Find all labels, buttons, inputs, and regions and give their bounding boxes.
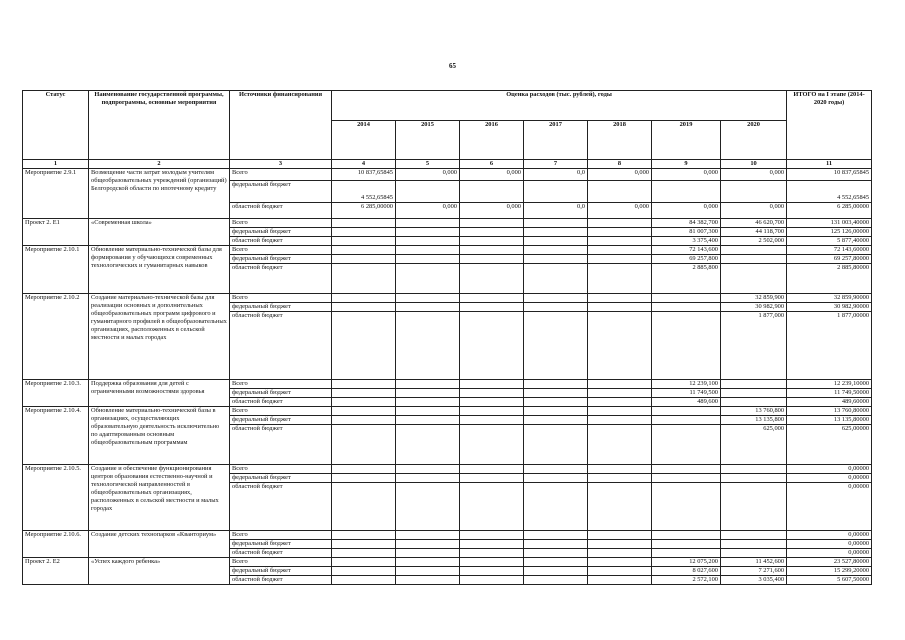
amount-cell [332,576,396,585]
measure-name-cell: «Успех каждого ребенка» [89,558,230,585]
total-cell: 0,00000 [787,483,872,531]
amount-cell [396,425,460,465]
amount-cell [652,474,721,483]
source-cell: федеральный бюджет [230,474,332,483]
table-row [23,169,872,181]
amount-cell [588,416,652,425]
amount-cell: 11 749,500 [652,389,721,398]
source-cell: областной бюджет [230,312,332,380]
amount-cell [524,312,588,380]
total-cell: 2 885,80000 [787,264,872,294]
page-number: 65 [449,62,456,70]
source-cell: Всего [230,219,332,228]
amount-cell: 13 760,800 [721,407,787,416]
source-cell: федеральный бюджет [230,181,332,203]
amount-cell [396,576,460,585]
status-cell: Проект 2. Е1 [23,219,89,246]
amount-cell [652,407,721,416]
index-cell: 1 [23,160,89,169]
amount-cell: 72 143,600 [652,246,721,255]
amount-cell: 0,000 [721,203,787,219]
total-cell: 5 607,50000 [787,576,872,585]
total-cell: 13 760,80000 [787,407,872,416]
table-row [23,219,872,228]
measure-name-cell: Возмещение части затрат молодым учителям общеобразовательных учреждений (организаций) Белгородской области по ипотечному кредиту [89,169,230,219]
amount-cell [460,576,524,585]
index-cell: 7 [524,160,588,169]
amount-cell [460,219,524,228]
amount-cell [460,465,524,474]
total-cell: 489,60000 [787,398,872,407]
year-cell: 2016 [460,121,524,160]
index-cell: 8 [588,160,652,169]
total-cell: 0,00000 [787,474,872,483]
amount-cell [460,531,524,540]
amount-cell: 12 075,200 [652,558,721,567]
source-cell: областной бюджет [230,203,332,219]
amount-cell: 13 135,800 [721,416,787,425]
amount-cell [652,181,721,203]
amount-cell [588,389,652,398]
total-cell: 0,00000 [787,465,872,474]
amount-cell [524,228,588,237]
amount-cell [524,303,588,312]
source-cell: Всего [230,465,332,474]
amount-cell [524,237,588,246]
source-cell: федеральный бюджет [230,389,332,398]
index-cell: 4 [332,160,396,169]
amount-cell: 11 452,600 [721,558,787,567]
amount-cell: 489,600 [652,398,721,407]
amount-cell [721,540,787,549]
amount-cell: 0,000 [588,203,652,219]
amount-cell [524,558,588,567]
total-cell: 4 552,65845 [787,181,872,203]
source-cell: областной бюджет [230,549,332,558]
amount-cell [332,549,396,558]
amount-cell [396,294,460,303]
total-cell: 0,00000 [787,540,872,549]
source-cell: областной бюджет [230,425,332,465]
amount-cell [524,416,588,425]
total-cell: 625,00000 [787,425,872,465]
amount-cell [396,531,460,540]
amount-cell [332,567,396,576]
total-cell: 131 003,40000 [787,219,872,228]
amount-cell [332,246,396,255]
amount-cell [721,380,787,389]
source-cell: Всего [230,294,332,303]
amount-cell [396,540,460,549]
table-row [23,407,872,416]
status-cell: Проект 2. Е2 [23,558,89,585]
amount-cell [588,531,652,540]
amount-cell [332,219,396,228]
amount-cell [460,264,524,294]
measure-name-cell: Создание материально-технической базы для реализации основных и дополнительных общеобразовательных программ цифрового и гуманитарного профилей в общеобразовательных организациях, расположенных в сельской местности и малых городах [89,294,230,380]
amount-cell [396,474,460,483]
amount-cell: 81 007,300 [652,228,721,237]
amount-cell: 0,0 [524,203,588,219]
total-cell: 13 135,80000 [787,416,872,425]
amount-cell [396,407,460,416]
amount-cell [396,567,460,576]
amount-cell [332,425,396,465]
amount-cell [588,219,652,228]
source-cell: Всего [230,246,332,255]
amount-cell [588,567,652,576]
amount-cell [524,255,588,264]
table-row [23,380,872,389]
amount-cell [524,540,588,549]
year-cell: 2019 [652,121,721,160]
amount-cell [721,465,787,474]
amount-cell [588,237,652,246]
source-cell: областной бюджет [230,483,332,531]
amount-cell [652,416,721,425]
status-cell: Мероприятие 2.10.1 [23,246,89,294]
amount-cell: 7 271,600 [721,567,787,576]
amount-cell [460,425,524,465]
year-cell: 2020 [721,121,787,160]
amount-cell [332,380,396,389]
table-row [23,246,872,255]
amount-cell [524,380,588,389]
amount-cell: 2 502,000 [721,237,787,246]
measure-name-cell: Создание и обеспечение функционирования центров образования естественно-научной и технологической направленностей в общеобразовательных организациях, расположенных в сельской местности и малых городах [89,465,230,531]
amount-cell [460,558,524,567]
amount-cell [524,531,588,540]
amount-cell [396,416,460,425]
amount-cell: 0,000 [652,203,721,219]
amount-cell [524,567,588,576]
amount-cell [396,398,460,407]
amount-cell: 0,000 [460,169,524,181]
amount-cell [332,531,396,540]
amount-cell: 46 620,700 [721,219,787,228]
amount-cell [721,483,787,531]
index-cell: 2 [89,160,230,169]
source-cell: Всего [230,558,332,567]
amount-cell [396,181,460,203]
amount-cell [524,425,588,465]
amount-cell [721,398,787,407]
total-cell: 23 527,80000 [787,558,872,567]
amount-cell [588,312,652,380]
amount-cell [588,558,652,567]
table-row [23,294,872,303]
status-cell: Мероприятие 2.10.3. [23,380,89,407]
source-cell: федеральный бюджет [230,416,332,425]
total-cell: 30 982,90000 [787,303,872,312]
amount-cell [524,483,588,531]
amount-cell: 2 885,800 [652,264,721,294]
amount-cell [332,407,396,416]
table-row [23,558,872,567]
amount-cell [652,483,721,531]
index-cell: 9 [652,160,721,169]
amount-cell [460,483,524,531]
total-cell: 1 877,00000 [787,312,872,380]
amount-cell [460,416,524,425]
amount-cell [396,264,460,294]
total-cell: 0,00000 [787,531,872,540]
header-row [23,91,872,121]
amount-cell: 0,000 [396,169,460,181]
amount-cell [588,576,652,585]
amount-cell [588,303,652,312]
amount-cell [652,531,721,540]
amount-cell [396,237,460,246]
source-cell: федеральный бюджет [230,567,332,576]
total-cell: 10 837,65845 [787,169,872,181]
amount-cell: 4 552,65845 [332,181,396,203]
amount-cell [524,465,588,474]
amount-cell [588,181,652,203]
year-cell: 2017 [524,121,588,160]
amount-cell [524,474,588,483]
amount-cell [396,465,460,474]
source-cell: Всего [230,169,332,181]
amount-cell [332,398,396,407]
measure-name-cell: Обновление материально-технической базы для формирования у обучающихся современных технологических и гуманитарных навыков [89,246,230,294]
amount-cell [588,483,652,531]
index-row [23,160,872,169]
amount-cell [332,312,396,380]
amount-cell [460,181,524,203]
amount-cell: 2 572,100 [652,576,721,585]
amount-cell: 0,000 [588,169,652,181]
amount-cell [396,558,460,567]
amount-cell [460,549,524,558]
amount-cell [460,380,524,389]
year-cell: 2014 [332,121,396,160]
amount-cell: 12 239,100 [652,380,721,389]
amount-cell [588,540,652,549]
year-cell: 2018 [588,121,652,160]
amount-cell [721,246,787,255]
amount-cell [396,380,460,389]
amount-cell [524,407,588,416]
header-sources: Источники финансирования [230,91,332,160]
source-cell: федеральный бюджет [230,228,332,237]
index-cell: 11 [787,160,872,169]
header-total: ИТОГО на I этапе (2014-2020 годы) [787,91,872,160]
header-status: Статус [23,91,89,160]
amount-cell: 0,0 [524,169,588,181]
amount-cell [332,303,396,312]
amount-cell [396,255,460,264]
amount-cell [396,303,460,312]
amount-cell [396,228,460,237]
amount-cell: 30 982,900 [721,303,787,312]
header-estimate: Оценка расходов (тыс. рублей), годы [332,91,787,121]
amount-cell [721,531,787,540]
amount-cell [652,465,721,474]
amount-cell [588,264,652,294]
table-row [23,531,872,540]
amount-cell [588,465,652,474]
amount-cell [721,255,787,264]
amount-cell [396,389,460,398]
amount-cell: 625,000 [721,425,787,465]
status-cell: Мероприятие 2.10.5. [23,465,89,531]
total-cell: 12 239,10000 [787,380,872,389]
amount-cell: 0,000 [652,169,721,181]
source-cell: областной бюджет [230,576,332,585]
amount-cell [460,567,524,576]
source-cell: областной бюджет [230,264,332,294]
amount-cell [460,474,524,483]
amount-cell [396,219,460,228]
amount-cell [460,312,524,380]
total-cell: 11 749,50000 [787,389,872,398]
total-cell: 72 143,60000 [787,246,872,255]
header-name: Наименование государственной программы, подпрограммы, основные мероприятия [89,91,230,160]
amount-cell [396,312,460,380]
amount-cell: 3 035,400 [721,576,787,585]
source-cell: Всего [230,531,332,540]
amount-cell [460,540,524,549]
amount-cell: 44 118,700 [721,228,787,237]
amount-cell: 0,000 [460,203,524,219]
amount-cell [721,474,787,483]
amount-cell: 0,000 [396,203,460,219]
status-cell: Мероприятие 2.9.1 [23,169,89,219]
amount-cell [332,416,396,425]
amount-cell [460,246,524,255]
amount-cell [396,483,460,531]
total-cell: 5 877,40000 [787,237,872,246]
amount-cell [460,228,524,237]
amount-cell: 0,000 [721,169,787,181]
measure-name-cell: Поддержка образования для детей с ограниченными возможностями здоровья [89,380,230,407]
status-cell: Мероприятие 2.10.2 [23,294,89,380]
index-cell: 5 [396,160,460,169]
amount-cell [721,389,787,398]
budget-table [22,90,872,585]
total-cell: 15 299,20000 [787,567,872,576]
amount-cell [524,576,588,585]
amount-cell [652,303,721,312]
amount-cell [460,237,524,246]
amount-cell [524,181,588,203]
total-cell: 32 859,90000 [787,294,872,303]
amount-cell: 69 257,800 [652,255,721,264]
source-cell: Всего [230,407,332,416]
amount-cell [524,246,588,255]
amount-cell: 6 285,00000 [332,203,396,219]
total-cell: 69 257,80000 [787,255,872,264]
amount-cell [524,398,588,407]
amount-cell [524,219,588,228]
source-cell: областной бюджет [230,237,332,246]
amount-cell [652,312,721,380]
measure-name-cell: Создание детских технопарков «Кванториум» [89,531,230,558]
amount-cell [396,246,460,255]
amount-cell [588,398,652,407]
amount-cell [524,294,588,303]
amount-cell [332,540,396,549]
amount-cell [332,474,396,483]
index-cell: 3 [230,160,332,169]
amount-cell [524,389,588,398]
amount-cell [588,407,652,416]
index-cell: 10 [721,160,787,169]
amount-cell [332,483,396,531]
measure-name-cell: Обновление материально-технической базы в организациях, осуществляющих образовательную деятельность исключительно по адаптированным основным общеобразовательным программам [89,407,230,465]
amount-cell [721,549,787,558]
amount-cell [588,425,652,465]
source-cell: Всего [230,380,332,389]
amount-cell [588,255,652,264]
amount-cell [652,425,721,465]
amount-cell [460,294,524,303]
amount-cell [588,380,652,389]
amount-cell [332,228,396,237]
amount-cell [460,398,524,407]
amount-cell [332,264,396,294]
year-cell: 2015 [396,121,460,160]
amount-cell [332,558,396,567]
source-cell: федеральный бюджет [230,540,332,549]
amount-cell: 3 375,400 [652,237,721,246]
amount-cell: 1 877,000 [721,312,787,380]
total-cell: 125 126,00000 [787,228,872,237]
amount-cell [652,549,721,558]
amount-cell [396,549,460,558]
amount-cell [524,264,588,294]
amount-cell [332,255,396,264]
amount-cell [332,465,396,474]
status-cell: Мероприятие 2.10.6. [23,531,89,558]
amount-cell [588,294,652,303]
status-cell: Мероприятие 2.10.4. [23,407,89,465]
amount-cell [721,264,787,294]
measure-name-cell: «Современная школа» [89,219,230,246]
amount-cell [524,549,588,558]
amount-cell: 10 837,65845 [332,169,396,181]
amount-cell [721,181,787,203]
amount-cell [460,303,524,312]
amount-cell [588,474,652,483]
table-row [23,465,872,474]
amount-cell [588,246,652,255]
source-cell: федеральный бюджет [230,303,332,312]
amount-cell [332,237,396,246]
amount-cell [460,255,524,264]
amount-cell [460,407,524,416]
amount-cell [332,389,396,398]
amount-cell: 8 027,600 [652,567,721,576]
total-cell: 6 285,00000 [787,203,872,219]
amount-cell [460,389,524,398]
total-cell: 0,00000 [787,549,872,558]
amount-cell [332,294,396,303]
amount-cell [652,540,721,549]
amount-cell [588,549,652,558]
amount-cell [652,294,721,303]
source-cell: областной бюджет [230,398,332,407]
source-cell: федеральный бюджет [230,255,332,264]
index-cell: 6 [460,160,524,169]
amount-cell: 84 382,700 [652,219,721,228]
amount-cell: 32 859,900 [721,294,787,303]
amount-cell [588,228,652,237]
